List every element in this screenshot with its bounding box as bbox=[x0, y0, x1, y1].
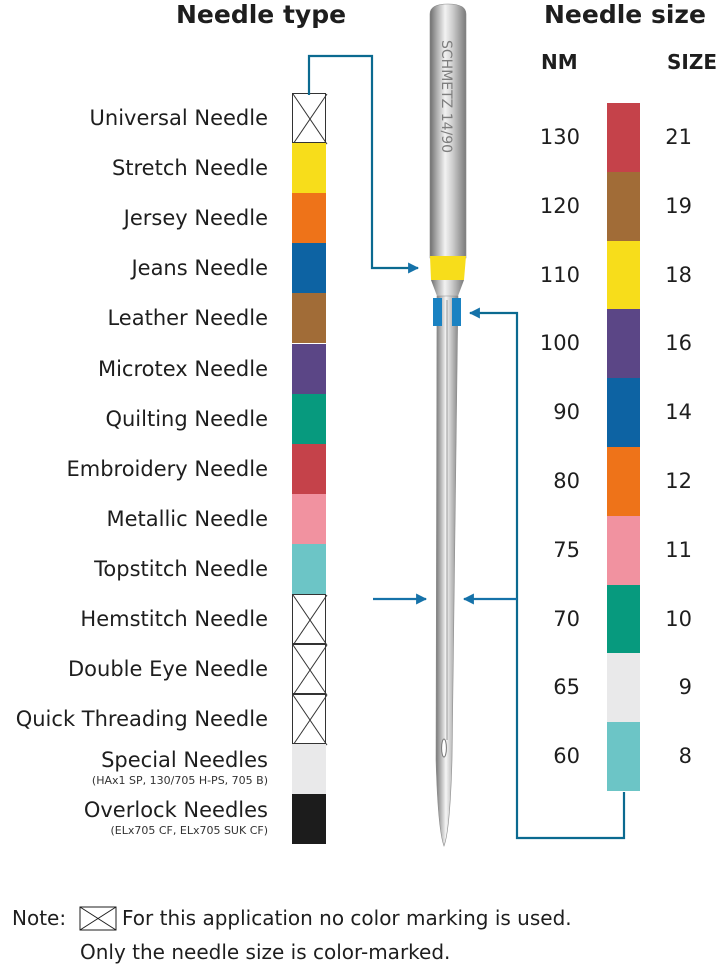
needle-type-label: Double Eye Needle bbox=[67, 657, 268, 682]
needle-type-label: Jeans Needle bbox=[131, 256, 268, 281]
size-value: 8 bbox=[678, 744, 692, 769]
nm-value: 65 bbox=[553, 675, 580, 700]
nm-value: 75 bbox=[553, 537, 580, 562]
needle-type-label: Universal Needle bbox=[89, 106, 268, 130]
needle-type-label: Stretch Needle bbox=[111, 156, 268, 181]
size-value: 10 bbox=[665, 606, 692, 631]
needle-type-label: Overlock Needles bbox=[83, 798, 268, 823]
nm-value: 130 bbox=[539, 125, 580, 149]
size-value: 21 bbox=[665, 125, 692, 149]
size-value: 11 bbox=[665, 537, 692, 562]
nm-value: 80 bbox=[553, 469, 580, 493]
note-line-2: Only the needle size is color-marked. bbox=[80, 940, 451, 964]
nm-value: 120 bbox=[539, 193, 580, 218]
needle-size-heading: Needle size bbox=[544, 0, 706, 29]
needle-type-label: Hemstitch Needle bbox=[80, 607, 268, 631]
nm-value: 110 bbox=[539, 262, 580, 287]
size-value: 9 bbox=[678, 675, 692, 700]
needle-type-label: Metallic Needle bbox=[106, 506, 268, 531]
needle-type-label: Topstitch Needle bbox=[94, 556, 268, 581]
size-value: 18 bbox=[665, 262, 692, 287]
nm-value: 90 bbox=[553, 400, 580, 425]
needle-type-label: Microtex Needle bbox=[97, 356, 268, 381]
size-column-heading: SIZE bbox=[667, 50, 718, 74]
needle-type-label: Embroidery Needle bbox=[66, 456, 268, 481]
needle-type-heading: Needle type bbox=[176, 0, 347, 29]
size-value: 19 bbox=[665, 193, 692, 218]
needle-type-sublabel: (HAx1 SP, 130/705 H-PS, 705 B) bbox=[91, 774, 268, 788]
needle-type-label: Leather Needle bbox=[107, 306, 268, 331]
needle-type-label: Jersey Needle bbox=[123, 206, 268, 231]
size-value: 14 bbox=[665, 400, 692, 425]
nm-value: 60 bbox=[553, 744, 580, 769]
needle-type-label: Quilting Needle bbox=[105, 406, 268, 431]
size-value: 12 bbox=[665, 469, 692, 493]
needle-imprint: SCHMETZ 14/90 bbox=[438, 40, 454, 154]
note-line-1: For this application no color marking is used. bbox=[122, 906, 572, 930]
needle-type-sublabel: (ELx705 CF, ELx705 SUK CF) bbox=[110, 824, 268, 838]
note-prefix: Note: bbox=[12, 906, 67, 930]
needle-type-label: Special Needles bbox=[101, 748, 268, 773]
nm-value: 70 bbox=[553, 606, 580, 631]
nm-column-heading: NM bbox=[541, 50, 578, 74]
needle-type-label: Quick Threading Needle bbox=[15, 707, 268, 732]
nm-value: 100 bbox=[539, 331, 580, 356]
size-value: 16 bbox=[665, 331, 692, 356]
